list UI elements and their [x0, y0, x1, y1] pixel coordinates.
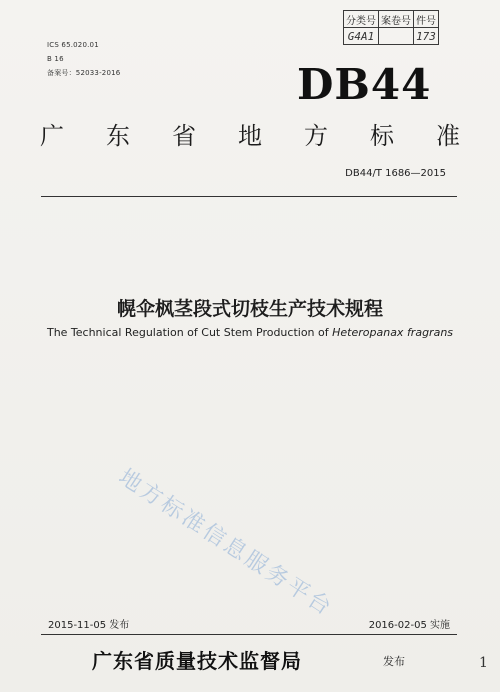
- watermark: 地方标准信息服务平台: [114, 464, 338, 622]
- document-title-cn: 幌伞枫茎段式切枝生产技术规程: [116, 298, 383, 320]
- issuing-authority: 广东省质量技术监督局: [92, 649, 302, 673]
- ccs-code: B 16: [47, 55, 64, 63]
- ics-code: ICS 65.020.01: [47, 41, 99, 49]
- standard-type-char: 广: [40, 122, 64, 150]
- document-title-en: [0, 326, 500, 339]
- archive-stamp-table: [343, 10, 439, 45]
- top-divider: [41, 196, 457, 197]
- standard-code: DB44/T 1686—2015: [345, 168, 446, 179]
- stamp-header-item: 件号: [414, 11, 439, 28]
- standard-type-char: 地: [238, 122, 262, 150]
- issue-label: 发布: [383, 655, 405, 668]
- standard-type-char: 准: [436, 122, 460, 150]
- stamp-header-file: 案卷号: [379, 11, 414, 28]
- standard-type-title: [40, 116, 460, 151]
- standard-type-char: 东: [106, 122, 130, 150]
- stamp-value-file: [379, 28, 414, 45]
- standard-type-char: 省: [172, 122, 196, 150]
- filing-number: 备案号：52033-2016: [47, 69, 121, 77]
- stamp-header-category: 分类号: [344, 11, 379, 28]
- standard-type-char: 方: [304, 122, 328, 150]
- stamp-value-category: G4A1: [344, 28, 379, 45]
- page-number: 1: [479, 655, 488, 671]
- title-en-species: Heteropanax fragrans: [332, 326, 454, 339]
- bottom-divider: [41, 634, 457, 635]
- standard-type-char: 标: [370, 122, 394, 150]
- issue-date: 2015-11-05 发布: [48, 620, 130, 631]
- stamp-value-item: 173: [414, 28, 439, 45]
- title-en-prefix: The Technical Regulation of Cut Stem Production of: [46, 326, 333, 339]
- standard-mark: DB44: [297, 60, 432, 109]
- implementation-date: 2016-02-05 实施: [368, 620, 450, 631]
